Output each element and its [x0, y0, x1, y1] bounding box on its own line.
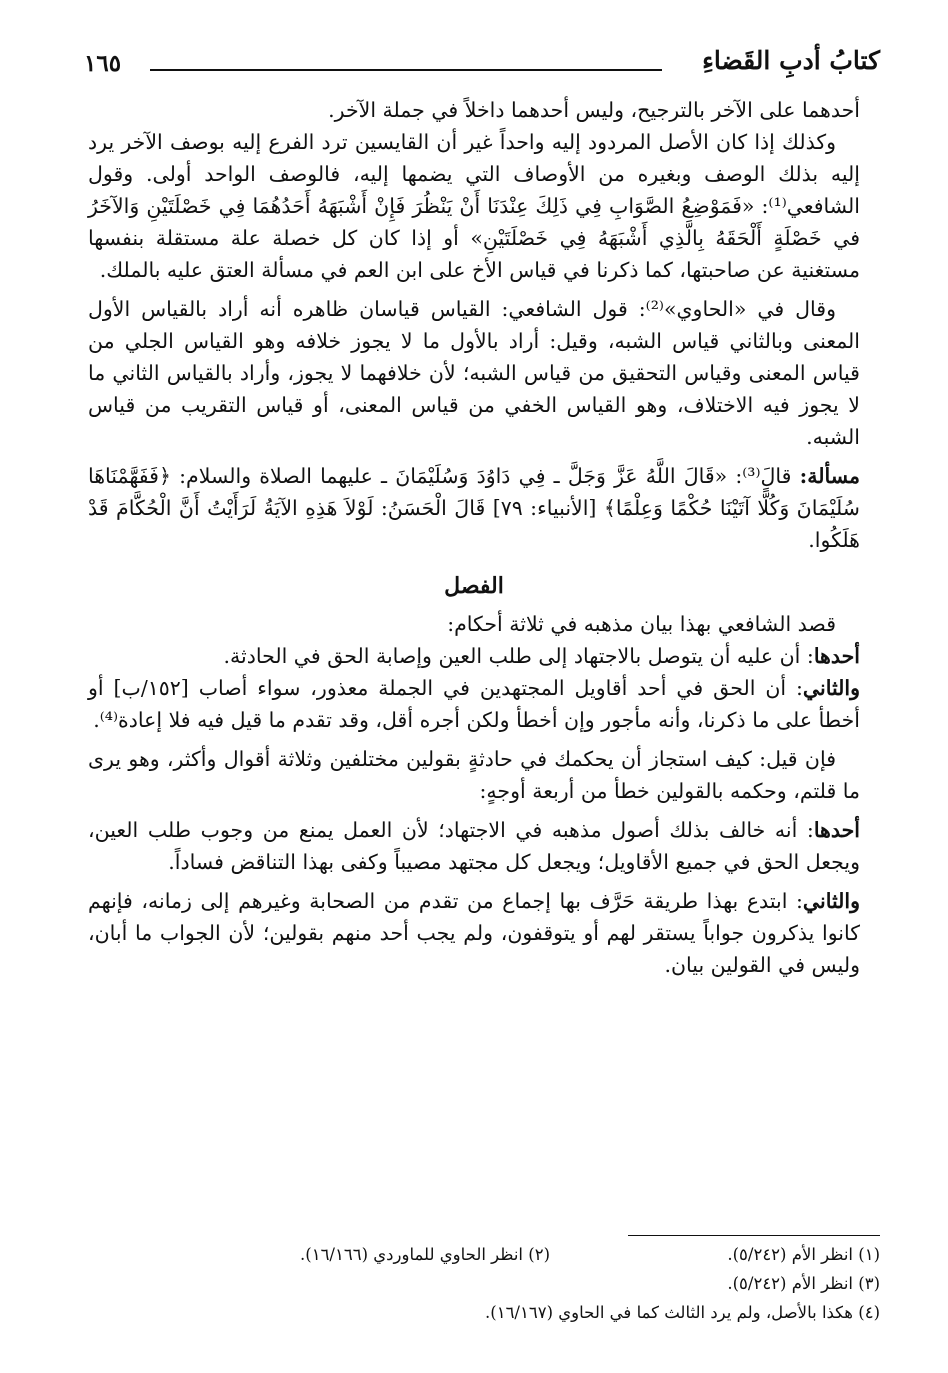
- objection-paragraph: فإن قيل: كيف استجاز أن يحكمك في حادثةٍ بقولين مختلفين وثلاثة أقوال وأكثر، وهو يرى ما قلتم، وحكمه بالقولين خطأ من أربعة أوجهٍ:: [88, 747, 860, 803]
- section-title: الفصل: [444, 573, 504, 599]
- point-paragraph: [88, 672, 860, 736]
- point-text: : أن الحق في أحد أقاويل المجتهدين في الجملة معذور، سواء أصاب [١٥٢/ب] أو أخطأ على ما ذكرنا، وأنه مأجور وإن أخطأ ولكن أجره أقل، وقد تقدم ما قيل فيه فلا إعادة⁽⁴⁾.: [88, 676, 860, 732]
- page-number: ١٦٥: [84, 50, 122, 77]
- footnote-row: [88, 1298, 880, 1327]
- point-label: أحدها: [813, 818, 860, 842]
- footnotes: [88, 1240, 880, 1327]
- paragraph-continuation: أحدهما على الآخر بالترجيح، وليس أحدهما داخلاً في جملة الآخر.: [328, 98, 860, 122]
- point-text: : أن عليه أن يتوصل بالاجتهاد إلى طلب العين وإصابة الحق في الحادثة.: [223, 644, 814, 668]
- header-rule: [150, 69, 662, 71]
- paragraph-kadhalik: وكذلك إذا كان الأصل المردود إليه واحداً غير أن القايسين ترد الفرع إليه بوصف الآخر يرد إليه بذلك الوصف وبغيره من الأوصاف التي يضمها إليه، فالوصف الواحد أولى. وقول الشافعي⁽¹⁾: «فَمَوْضِعُ الصَّوَابِ فِي ذَلِكَ عِنْدَنَا أَنْ يَنْظُرَ فَإِنْ أَشْبَهَهُ أَحَدُهُمَا فِي خَصْلَتَيْنِ وَالآخَرُ في خَصْلَةٍ أَلْحَقَهُ بِالَّذِي أَشْبَهَهُ فِي خَصْلَتَيْنِ» أو إذا كان كل خصلة علة مستقلة بنفسها مستغنية عن صاحبتها، كما ذكرنا في قياس الأخ على ابن العم في مسألة العتق عليه بالملك.: [88, 130, 860, 282]
- running-title: كتابُ أدبِ القَضاءِ: [702, 46, 880, 75]
- point-label: والثاني: [802, 889, 860, 913]
- masala-text: قالَ⁽³⁾: «قَالَ اللَّهُ عَزَّ وَجَلَّ ـ فِي دَاوُدَ وَسُلَيْمَانَ ـ عليهما الصلاة والسلام: ﴿فَفَهَّمْنَاهَا سُلَيْمَانَ وَكُلًّا آتَيْنَا حُكْمًا وَعِلْمًا﴾ [الأنبياء: ٧٩] قَالَ الْحَسَنُ: لَوْلاَ هَذِهِ الآيَةُ لَرَأَيْتُ أَنَّ الْحُكَّامَ قَدْ هَلَكُوا.: [88, 464, 860, 552]
- footnote-3: (٣) انظر الأم (٥/٢٤٢).: [727, 1274, 880, 1293]
- point-label: أحدها: [813, 644, 860, 668]
- point-text: : ابتدع بهذا طريقة حَرَّف بها إجماع من تقدم من الصحابة وغيرهم إلى زمانه، فإنهم كانوا يذكرون جواباً يستقر لهم أو يتوقفون، ولم يجب أحد منهم بقولين؛ لأن الجواب ما أبان، وليس في القولين بيان.: [88, 889, 860, 977]
- objection-point: [88, 814, 860, 878]
- footnote-rule: [628, 1235, 880, 1236]
- footnote-4: (٤) هكذا بالأصل، ولم يرد الثالث كما في الحاوي (١٦/١٦٧).: [485, 1303, 880, 1322]
- footnote-2: (٢) انظر الحاوي للماوردي (١٦/١٦٦).: [300, 1245, 550, 1264]
- footnote-row: [88, 1269, 880, 1298]
- fasl-intro: قصد الشافعي بهذا بيان مذهبه في ثلاثة أحكام:: [447, 612, 836, 636]
- paragraph-hawi: وقال في «الحاوي»⁽²⁾: قول الشافعي: القياس قياسان ظاهره أنه أراد بالقياس الأول المعنى وبالثاني قياس الشبه، وقيل: أراد بالأول ما لا يجوز خلافه وهو القياس الجلي من قياس المعنى وقياس التحقيق من قياس الشبه؛ لأن خلافهما لا يجوز، وأراد بالقياس الثاني ما لا يجوز فيه الاختلاف، وهو القياس الخفي من قياس المعنى، أو قياس التقريب من قياس الشبه.: [88, 297, 860, 449]
- main-text: [88, 94, 860, 981]
- objection-point: [88, 885, 860, 981]
- point-paragraph: [88, 640, 860, 672]
- point-text: : أنه خالف بذلك أصول مذهبه في الاجتهاد؛ لأن العمل يمنع من وجوب طلب العين، ويجعل الحق في جميع الأقاويل؛ ويجعل كل مجتهد مصيباً وكفى بهذا التناقض فساداً.: [88, 818, 860, 874]
- masala-paragraph: [88, 460, 860, 556]
- footnote-row: [88, 1240, 880, 1269]
- masala-label: مسألة:: [799, 464, 860, 488]
- point-label: والثاني: [802, 676, 860, 700]
- footnote-1: (١) انظر الأم (٥/٢٤٢).: [727, 1245, 880, 1264]
